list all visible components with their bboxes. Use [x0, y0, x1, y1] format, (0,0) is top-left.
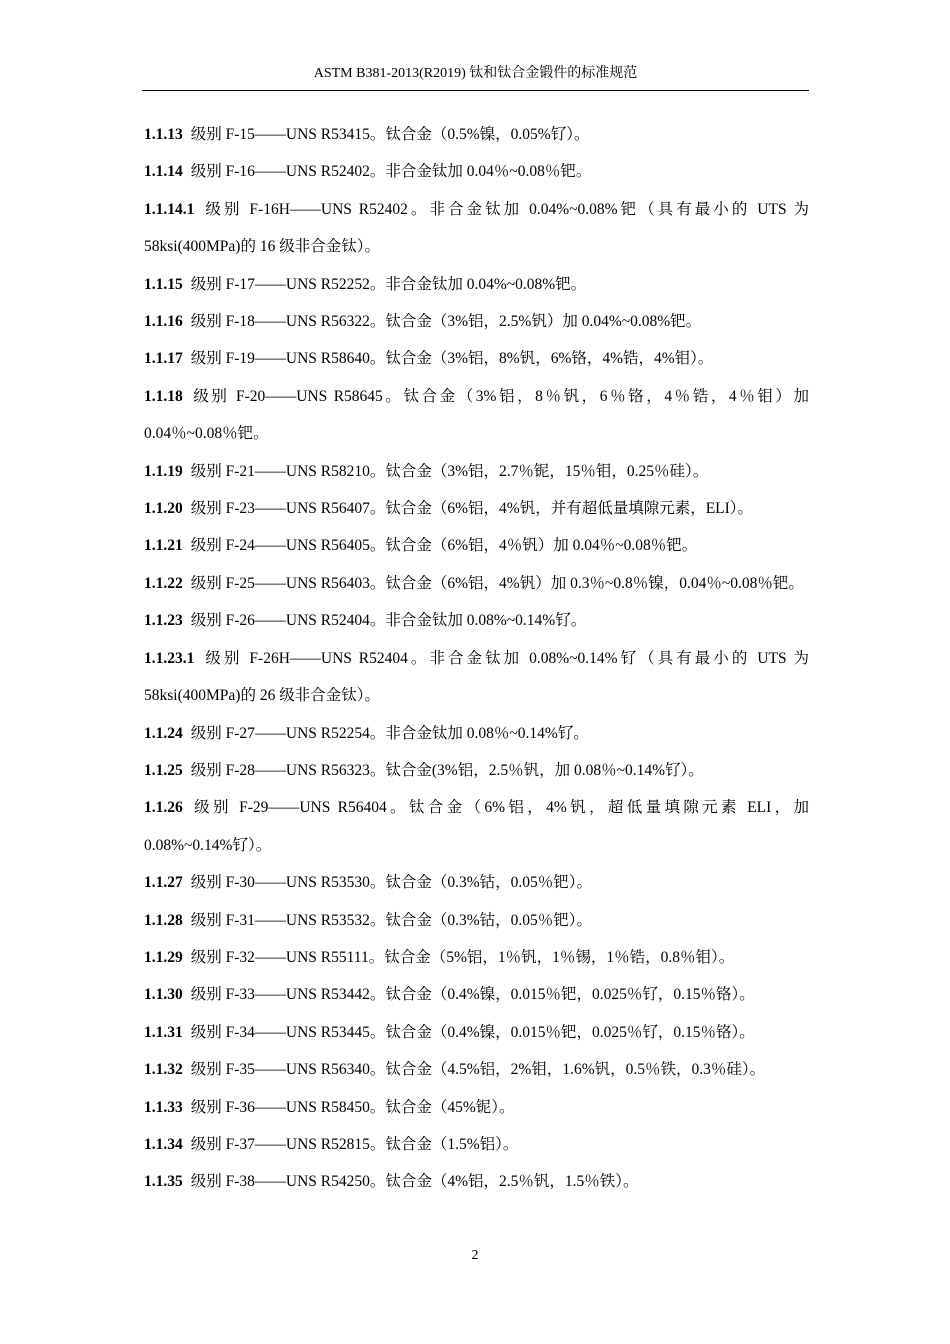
clause-1-1-19	[144, 453, 809, 490]
clause-text: 级别 F-31——UNS R53532。钛合金（0.3%钴，0.05％钯）。	[190, 911, 593, 929]
page-number: 2	[471, 1248, 479, 1263]
clause-text: 级别 F-26——UNS R52404。非合金钛加 0.08%~0.14%钌。	[190, 612, 587, 630]
clause-text: 级别 F-26H——UNS R52404。非合金钛加 0.08%~0.14%钌（具有最小的 UTS 为 58ksi(400MPa)的 26 级非合金钛）。	[144, 649, 809, 705]
clause-1-1-25	[144, 752, 809, 789]
clause-1-1-32	[144, 1051, 809, 1088]
clause-1-1-23	[144, 602, 809, 639]
clause-number: 1.1.27	[144, 874, 183, 892]
clause-number: 1.1.26	[144, 799, 183, 817]
clause-1-1-20	[144, 490, 809, 527]
clause-text: 级别 F-21——UNS R58210。钛合金（3%铝，2.7％铌，15％钼，0.25％硅）。	[190, 462, 709, 480]
clause-text: 级别 F-19——UNS R58640。钛合金（3%铝，8%钒，6%铬，4%锆，4%钼）。	[190, 350, 714, 368]
clause-1-1-27	[144, 864, 809, 901]
clause-1-1-18	[144, 378, 809, 453]
clause-1-1-22	[144, 565, 809, 602]
clause-number: 1.1.14	[144, 163, 183, 181]
clause-number: 1.1.13	[144, 126, 183, 143]
clause-1-1-26	[144, 789, 809, 864]
document-body	[144, 116, 809, 1201]
clause-text: 级别 F-38——UNS R54250。钛合金（4%铝，2.5％钒，1.5％铁）。	[190, 1173, 639, 1191]
clause-text: 级别 F-15——UNS R53415。钛合金（0.5%镍，0.05%钌）。	[190, 126, 590, 143]
clause-number: 1.1.34	[144, 1135, 183, 1153]
document-title: ASTM B381-2013(R2019) 钛和钛合金锻件的标准规范	[313, 66, 638, 81]
clause-number: 1.1.29	[144, 948, 183, 966]
clause-text: 级别 F-29——UNS R56404。钛合金（6%铝，4%钒，超低量填隙元素 ELI，加 0.08%~0.14%钌）。	[144, 799, 809, 854]
clause-1-1-15	[144, 266, 809, 303]
clause-1-1-17	[144, 340, 809, 377]
clause-text: 级别 F-23——UNS R56407。钛合金（6%铝，4%钒，并有超低量填隙元素，ELI）。	[190, 500, 754, 518]
clause-text: 级别 F-35——UNS R56340。钛合金（4.5%铝，2%钼，1.6%钒，0.5％铁，0.3％硅）。	[190, 1061, 766, 1079]
clause-1-1-14-1	[144, 191, 809, 266]
clause-number: 1.1.31	[144, 1023, 183, 1041]
clause-number: 1.1.24	[144, 724, 183, 742]
clause-1-1-16	[144, 303, 809, 340]
clause-1-1-31	[144, 1014, 809, 1051]
clause-text: 级别 F-17——UNS R52252。非合金钛加 0.04%~0.08%钯。	[190, 275, 587, 293]
clause-number: 1.1.17	[144, 350, 183, 368]
clause-text: 级别 F-33——UNS R53442。钛合金（0.4%镍，0.015％钯，0.025％钌，0.15％铬）。	[190, 986, 755, 1004]
page-header	[142, 64, 809, 91]
clause-number: 1.1.30	[144, 986, 183, 1004]
clause-text: 级别 F-30——UNS R53530。钛合金（0.3%钴，0.05％钯）。	[190, 874, 593, 892]
clause-text: 级别 F-28——UNS R56323。钛合金(3%铝，2.5％钒，加 0.08％~0.14%钌）。	[190, 761, 704, 779]
clause-1-1-34	[144, 1126, 809, 1163]
clause-1-1-24	[144, 715, 809, 752]
clause-1-1-21	[144, 527, 809, 564]
page-footer	[0, 1246, 950, 1266]
clause-text: 级别 F-34——UNS R53445。钛合金（0.4%镍，0.015％钯，0.025％钌，0.15％铬）。	[190, 1023, 755, 1041]
clause-number: 1.1.21	[144, 537, 183, 555]
clause-text: 级别 F-37——UNS R52815。钛合金（1.5%铝）。	[190, 1135, 519, 1153]
clause-number: 1.1.32	[144, 1061, 183, 1079]
clause-number: 1.1.20	[144, 500, 183, 518]
clause-1-1-35	[144, 1163, 809, 1200]
clause-number: 1.1.22	[144, 574, 183, 592]
clause-1-1-13	[144, 116, 809, 153]
clause-text: 级别 F-36——UNS R58450。钛合金（45%铌）。	[190, 1098, 515, 1116]
clause-number: 1.1.19	[144, 462, 183, 480]
clause-1-1-23-1	[144, 640, 809, 715]
clause-text: 级别 F-32——UNS R55111。钛合金（5%铝，1％钒，1％锡，1％锆，0.8％钼）。	[190, 948, 735, 966]
clause-text: 级别 F-16H——UNS R52402。非合金钛加 0.04%~0.08%钯（具有最小的 UTS 为 58ksi(400MPa)的 16 级非合金钛）。	[144, 200, 809, 256]
clause-text: 级别 F-24——UNS R56405。钛合金（6%铝，4％钒）加 0.04％~0.08％钯。	[190, 537, 698, 555]
clause-text: 级别 F-20——UNS R58645。钛合金（3%铝，8％钒，6％铬，4％锆，4％钼）加 0.04％~0.08％钯。	[144, 387, 809, 443]
clause-number: 1.1.25	[144, 761, 183, 779]
clause-1-1-29	[144, 939, 809, 976]
clause-text: 级别 F-18——UNS R56322。钛合金（3%铝，2.5%钒）加 0.04%~0.08%钯。	[190, 313, 702, 331]
clause-1-1-30	[144, 976, 809, 1013]
clause-text: 级别 F-27——UNS R52254。非合金钛加 0.08％~0.14%钌。	[190, 724, 589, 742]
clause-number: 1.1.16	[144, 313, 183, 331]
clause-number: 1.1.35	[144, 1173, 183, 1191]
clause-number: 1.1.23	[144, 612, 183, 630]
clause-text: 级别 F-16——UNS R52402。非合金钛加 0.04％~0.08％钯。	[190, 163, 592, 181]
clause-number: 1.1.18	[144, 387, 183, 405]
clause-number: 1.1.14.1	[144, 200, 195, 218]
clause-1-1-28	[144, 902, 809, 939]
clause-1-1-33	[144, 1089, 809, 1126]
clause-number: 1.1.23.1	[144, 649, 195, 667]
clause-text: 级别 F-25——UNS R56403。钛合金（6%铝，4%钒）加 0.3％~0.8％镍，0.04％~0.08％钯。	[190, 574, 804, 592]
clause-number: 1.1.33	[144, 1098, 183, 1116]
clause-1-1-14	[144, 153, 809, 190]
clause-number: 1.1.28	[144, 911, 183, 929]
clause-number: 1.1.15	[144, 275, 183, 293]
